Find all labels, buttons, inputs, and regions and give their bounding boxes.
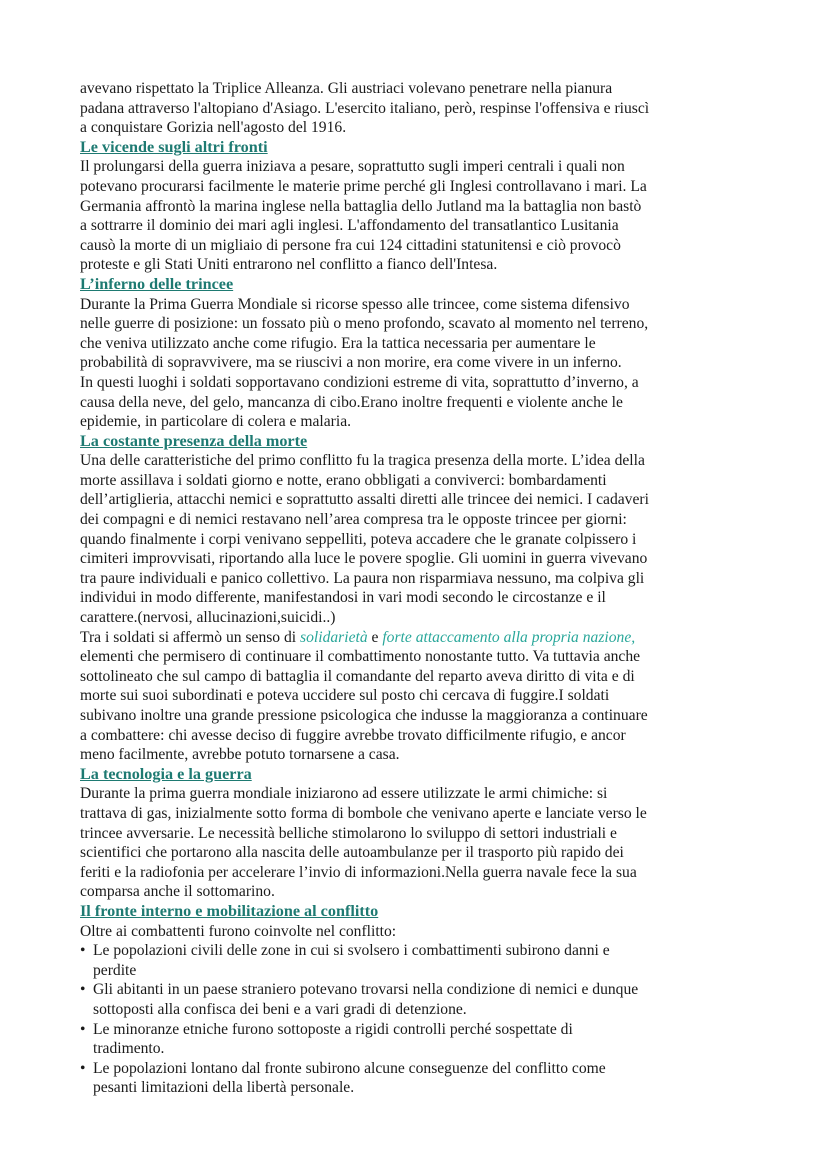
list-item: [80, 1059, 768, 1098]
text-segment: Tra i soldati si affermò un senso di: [80, 628, 301, 646]
heading-inferno-trincee: L’inferno delle trincee: [80, 274, 234, 293]
text-line: meno facilmente, avrebbe potuto tornarsene a casa.: [80, 746, 400, 764]
bullet-icon: •: [80, 1059, 86, 1077]
text-line: dei compagni e di nemici restavano nell’area compresa tra le opposte trincee per giorni:: [80, 511, 627, 529]
text-line: a conquistare Gorizia nell'agosto del 1916.: [80, 119, 347, 137]
text-line: tra paure individuali e panico collettivo. La paura non risparmiava nessuno, ma colpiva gli: [80, 569, 645, 587]
text-line: avevano rispettato la Triplice Alleanza. Gli austriaci volevano penetrare nella pianura: [80, 80, 613, 97]
text-line: comparsa anche il sottomarino.: [80, 883, 275, 901]
heading-tecnologia: La tecnologia e la guerra: [80, 764, 252, 783]
text-line: pesanti limitazioni della libertà personale.: [93, 1079, 355, 1097]
text-line: subivano inoltre una grande pressione psicologica che indusse la maggioranza a continuare: [80, 707, 648, 724]
highlight-attaccamento: forte attaccamento alla propria nazione,: [382, 628, 636, 646]
text-line: individui in modo differente, manifestandosi in vari modi secondo le circostanze e il: [80, 589, 606, 607]
text-line: morte sui suoi subordinati e poteva uccidere sul posto chi cercava di fuggire.I soldati: [80, 687, 610, 705]
list-item: [80, 941, 768, 980]
heading-altri-fronti: Le vicende sugli altri fronti: [80, 137, 268, 156]
text-line: Una delle caratteristiche del primo conflitto fu la tragica presenza della morte. L’idea della: [80, 452, 645, 470]
list-item: [80, 980, 768, 1019]
text-line: feriti e la radiofonia per accelerare l’invio di informazioni.Nella guerra navale fece la sua: [80, 863, 637, 881]
text-line: causa della neve, del gelo, mancanza di cibo.Erano inoltre frequenti e violente anche le: [80, 393, 623, 411]
bullet-icon: •: [80, 981, 86, 999]
text-line: Durante la prima guerra mondiale iniziarono ad essere utilizzate le armi chimiche: si: [80, 785, 608, 803]
text-line: Durante la Prima Guerra Mondiale si ricorse spesso alle trincee, come sistema difensivo: [80, 295, 630, 313]
text-line: Gli abitanti in un paese straniero potevano trovarsi nella condizione di nemici e dunque: [93, 981, 639, 999]
paragraph-tecnologia: [80, 784, 768, 902]
list-item: [80, 1020, 768, 1059]
paragraph-solidarieta: [80, 628, 768, 765]
text-line: trattava di gas, inizialmente sotto forma di bombole che venivano aperte e lanciate verso le: [80, 804, 647, 822]
text-line: scientifici che portarono alla nascita delle autoambulanze per il trasporto più rapido dei: [80, 844, 624, 862]
text-line: sottolineato che sul campo di battaglia il comandante del reparto aveva diritto di vita e di: [80, 667, 635, 685]
text-segment: e: [367, 628, 383, 646]
text-line: trincee avversarie. Le necessità belliche stimolarono lo sviluppo di settori industriali e: [80, 824, 617, 842]
paragraph-intro: [80, 79, 768, 138]
paragraph-fronte-interno: Oltre ai combattenti furono coinvolte nel conflitto:: [80, 922, 397, 940]
text-line: epidemie, in particolare di colera e malaria.: [80, 413, 352, 431]
text-line: che veniva utilizzato anche come rifugio. Era la tattica necessaria per aumentare le: [80, 334, 596, 352]
text-line: [80, 628, 768, 648]
text-line: elementi che permisero di continuare il combattimento nonostante tutto. Va tuttavia anche: [80, 648, 641, 666]
text-line: Germania affrontò la marina inglese nella battaglia dello Jutland ma la battaglia non bastò: [80, 197, 642, 215]
bullet-icon: •: [80, 942, 86, 960]
bullet-list: [80, 941, 768, 1098]
text-line: dell’artiglieria, attacchi nemici e soprattutto assalti diretti alle trincee dei nemici. I cadaveri: [80, 491, 649, 509]
text-line: Le popolazioni civili delle zone in cui si svolsero i combattimenti subirono danni e: [93, 942, 610, 960]
text-line: carattere.(nervosi, allucinazioni,suicidi..): [80, 609, 336, 627]
text-line: nelle guerre di posizione: un fossato più o meno profondo, scavato al momento nel terreno,: [80, 315, 649, 333]
heading-fronte-interno: Il fronte interno e mobilitazione al conflitto: [80, 901, 379, 920]
text-line: quando finalmente i corpi venivano seppelliti, poteva accadere che le granate colpissero i: [80, 530, 637, 548]
highlight-solidarieta: solidarietà: [300, 628, 368, 646]
text-line: Le popolazioni lontano dal fronte subirono alcune conseguenze del conflitto come: [93, 1059, 606, 1077]
text-line: perdite: [93, 961, 137, 979]
text-line: probabilità di sopravvivere, ma se riuscivi a non morire, era come vivere in un inferno.: [80, 354, 622, 372]
paragraph-inferno-trincee: [80, 295, 768, 432]
text-line: morte assillava i soldati giorno e notte, erano obbligati a conviverci: bombardamenti: [80, 471, 607, 489]
text-line: potevano procurarsi facilmente le materie prime perché gli Inglesi controllavano i mari. La: [80, 177, 647, 195]
text-line: In questi luoghi i soldati sopportavano condizioni estreme di vita, soprattutto d’inverno, a: [80, 373, 639, 391]
text-line: a combattere: chi avesse deciso di fuggire avrebbe trovato difficilmente rifugio, e ancor: [80, 726, 626, 744]
text-line: Il prolungarsi della guerra iniziava a pesare, soprattutto sugli imperi centrali i quali non: [80, 158, 625, 176]
paragraph-presenza-morte: [80, 451, 768, 627]
bullet-icon: •: [80, 1020, 86, 1038]
text-line: proteste e gli Stati Uniti entrarono nel conflitto a fianco dell'Intesa.: [80, 256, 498, 274]
paragraph-altri-fronti: [80, 157, 768, 275]
text-line: sottoposti alla confisca dei beni e a vari gradi di detenzione.: [93, 1000, 467, 1018]
text-line: causò la morte di un migliaio di persone fra cui 124 cittadini statunitensi e ciò provocò: [80, 236, 621, 254]
heading-presenza-morte: La costante presenza della morte: [80, 431, 308, 450]
text-line: a sottrarre il dominio dei mari agli inglesi. L'affondamento del transatlantico Lusitania: [80, 217, 619, 235]
text-line: tradimento.: [93, 1040, 165, 1058]
text-line: Le minoranze etniche furono sottoposte a rigidi controlli perché sospettate di: [93, 1020, 573, 1038]
text-line: padana attraverso l'altopiano d'Asiago. L'esercito italiano, però, respinse l'offensiva e riuscì: [80, 99, 650, 117]
text-line: cimiteri improvvisati, riportando alla luce le povere spoglie. Gli uomini in guerra vivevano: [80, 550, 648, 568]
